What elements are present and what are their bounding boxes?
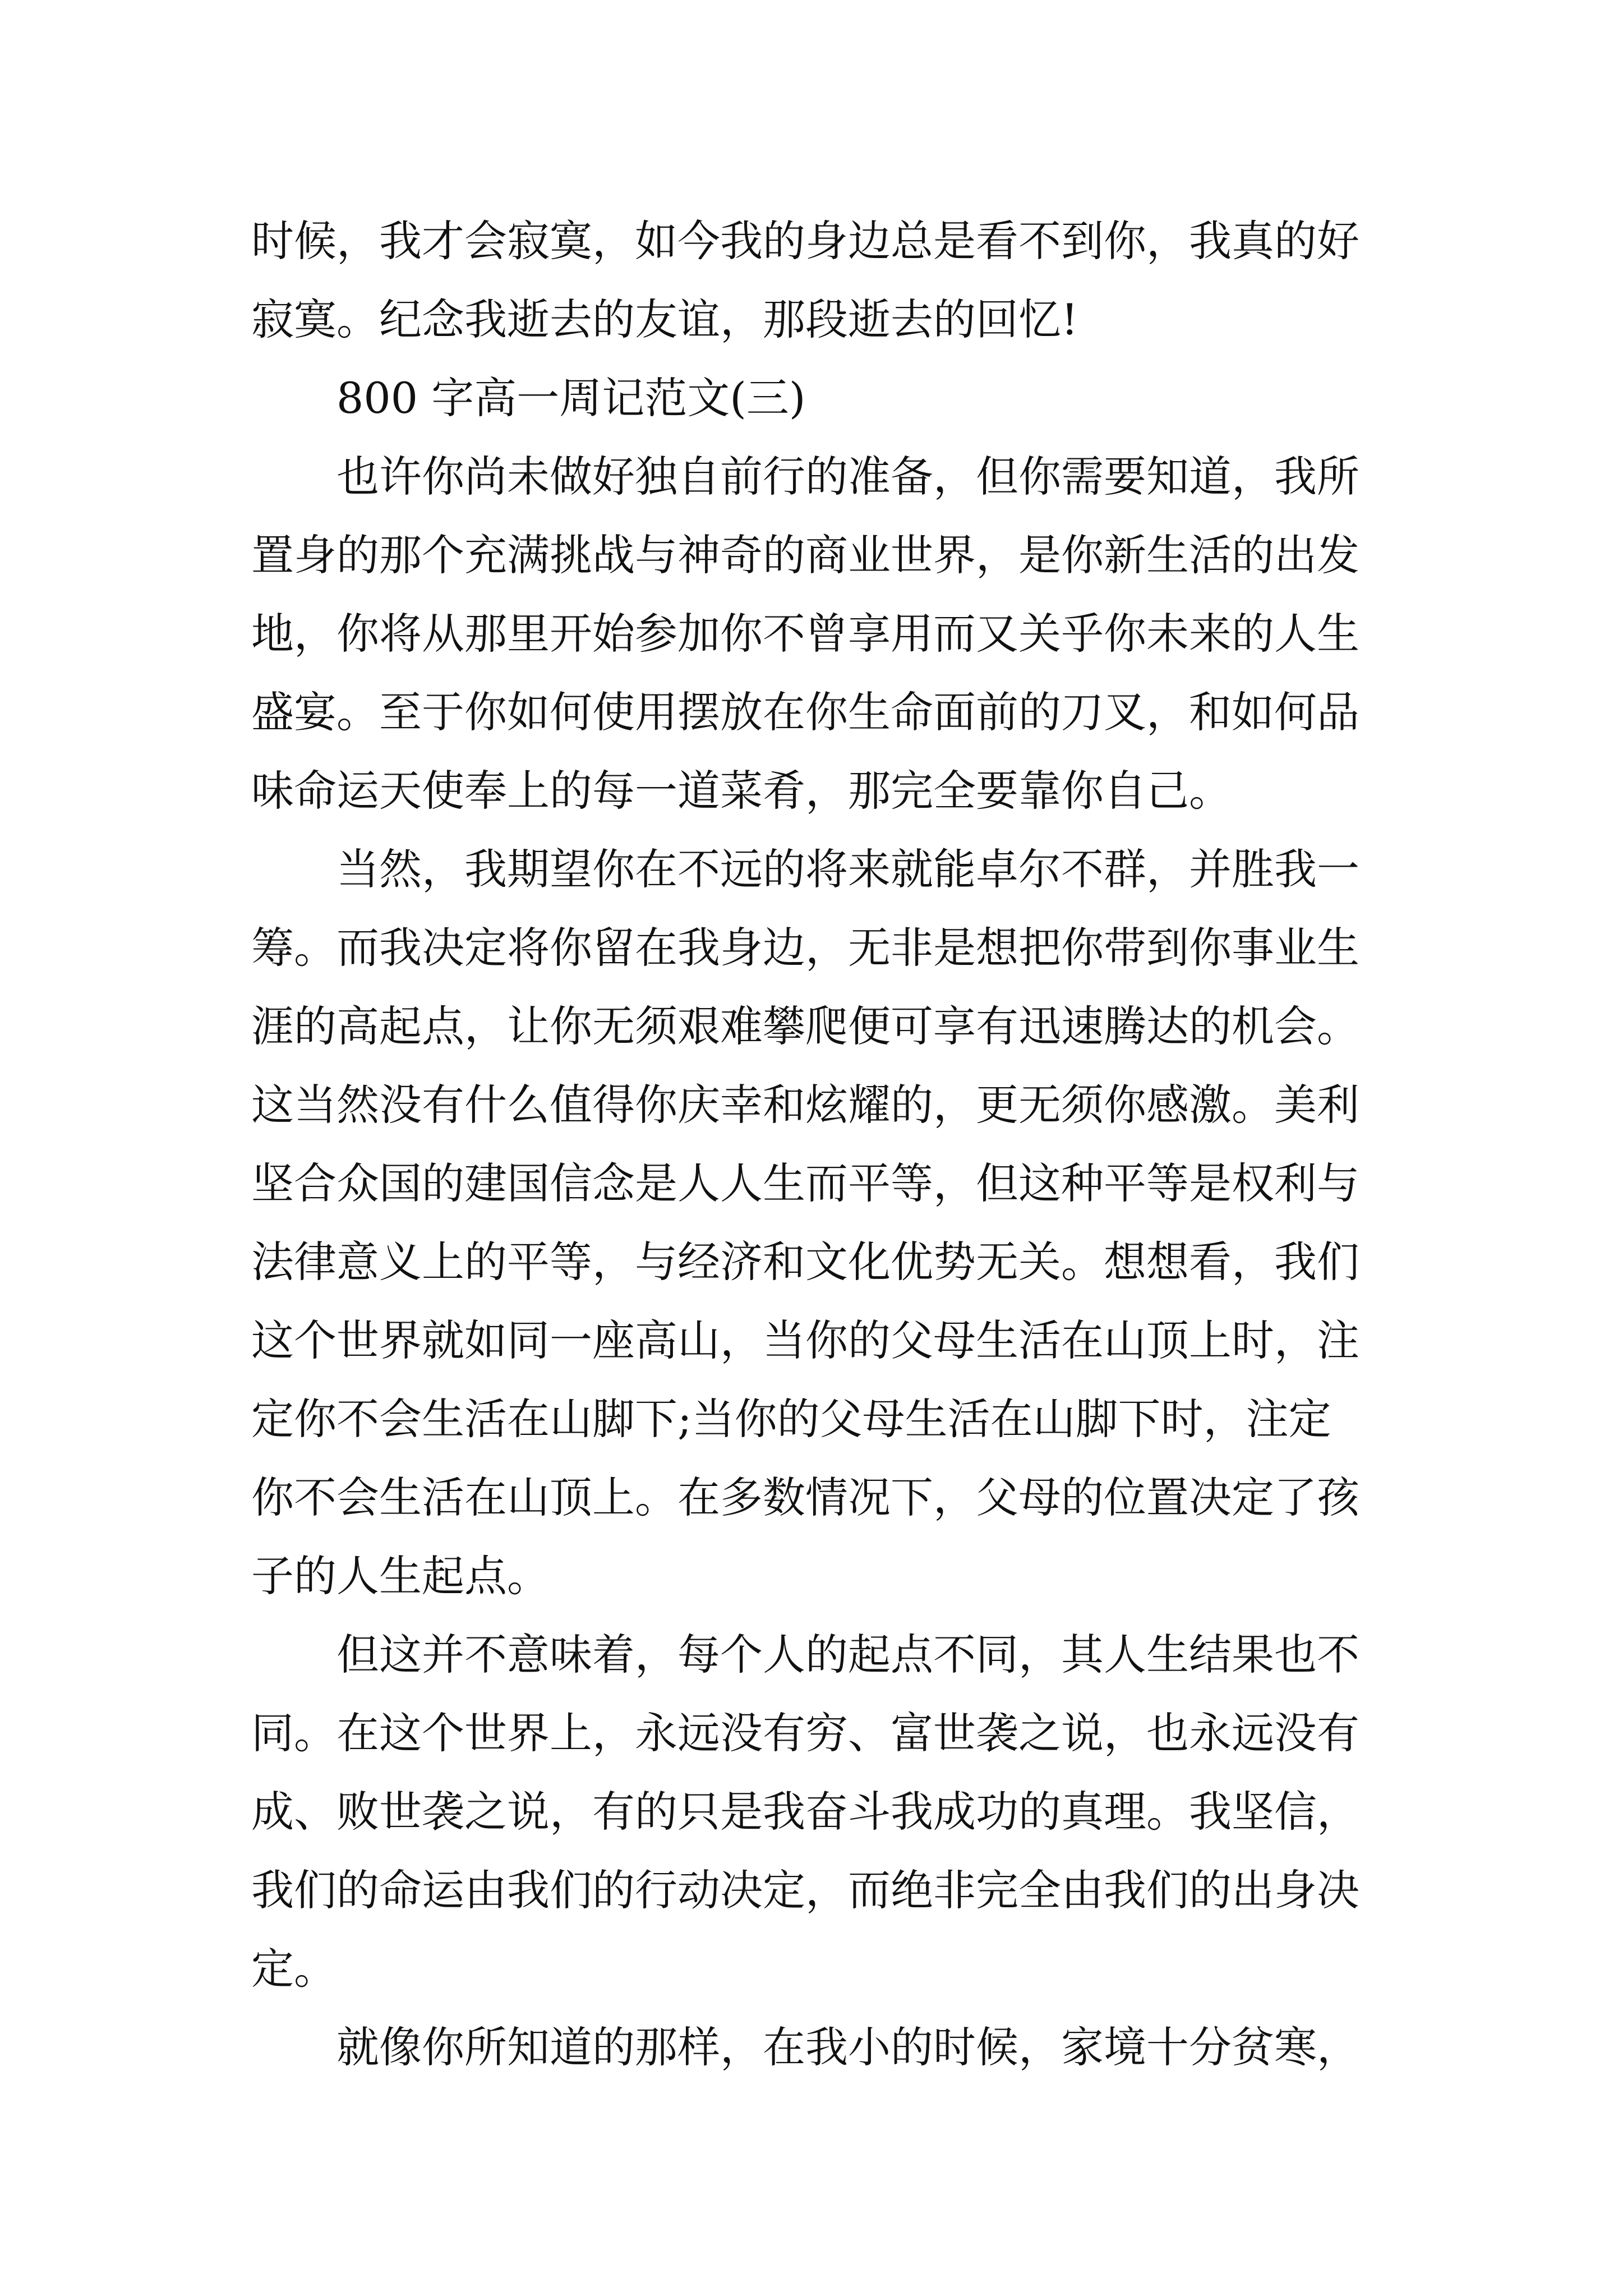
text-line: 味命运天使奉上的每一道菜肴，那完全要靠你自己。 [251,766,1232,816]
text-line: 时候，我才会寂寞，如今我的身边总是看不到你，我真的好 [251,216,1359,266]
text-line: 坚合众国的建国信念是人人生而平等，但这种平等是权利与 [251,1158,1359,1208]
text-line: 筹。而我决定将你留在我身边，无非是想把你带到你事业生 [251,923,1359,973]
text-line: 成、败世袭之说，有的只是我奋斗我成功的真理。我坚信， [251,1787,1359,1837]
text-line: 定。 [251,1944,336,1994]
text-line: 也许你尚未做好独自前行的准备，但你需要知道，我所 [336,452,1359,501]
text-line: 这个世界就如同一座高山，当你的父母生活在山顶上时，注 [251,1315,1359,1365]
text-line: 法律意义上的平等，与经济和文化优势无关。想想看，我们 [251,1237,1359,1287]
text-line: 当然，我期望你在不远的将来就能卓尔不群，并胜我一 [336,844,1359,894]
text-line: 涯的高起点，让你无须艰难攀爬便可享有迅速腾达的机会。 [251,1001,1359,1051]
text-line: 就像你所知道的那样，在我小的时候，家境十分贫寒， [336,2022,1359,2072]
text-line: 这当然没有什么值得你庆幸和炫耀的，更无须你感激。美利 [251,1080,1359,1130]
text-line: 置身的那个充满挑战与神奇的商业世界，是你新生活的出发 [251,530,1359,580]
text-line: 定你不会生活在山脚下;当你的父母生活在山脚下时，注定 [251,1394,1331,1444]
text-line: 但这并不意味着，每个人的起点不同，其人生结果也不 [336,1630,1359,1680]
text-line: 寂寞。纪念我逝去的友谊，那段逝去的回忆! [251,295,1078,344]
text-line: 我们的命运由我们的行动决定，而绝非完全由我们的出身决 [251,1865,1359,1915]
section-heading: 800 字高一周记范文(三) [336,373,806,423]
text-line: 盛宴。至于你如何使用摆放在你生命面前的刀叉，和如何品 [251,687,1359,737]
text-line: 子的人生起点。 [251,1551,550,1601]
text-line: 地，你将从那里开始参加你不曾享用而又关乎你未来的人生 [251,609,1359,659]
text-line: 同。在这个世界上，永远没有穷、富世袭之说，也永远没有 [251,1708,1359,1758]
text-line: 你不会生活在山顶上。在多数情况下，父母的位置决定了孩 [251,1473,1359,1522]
